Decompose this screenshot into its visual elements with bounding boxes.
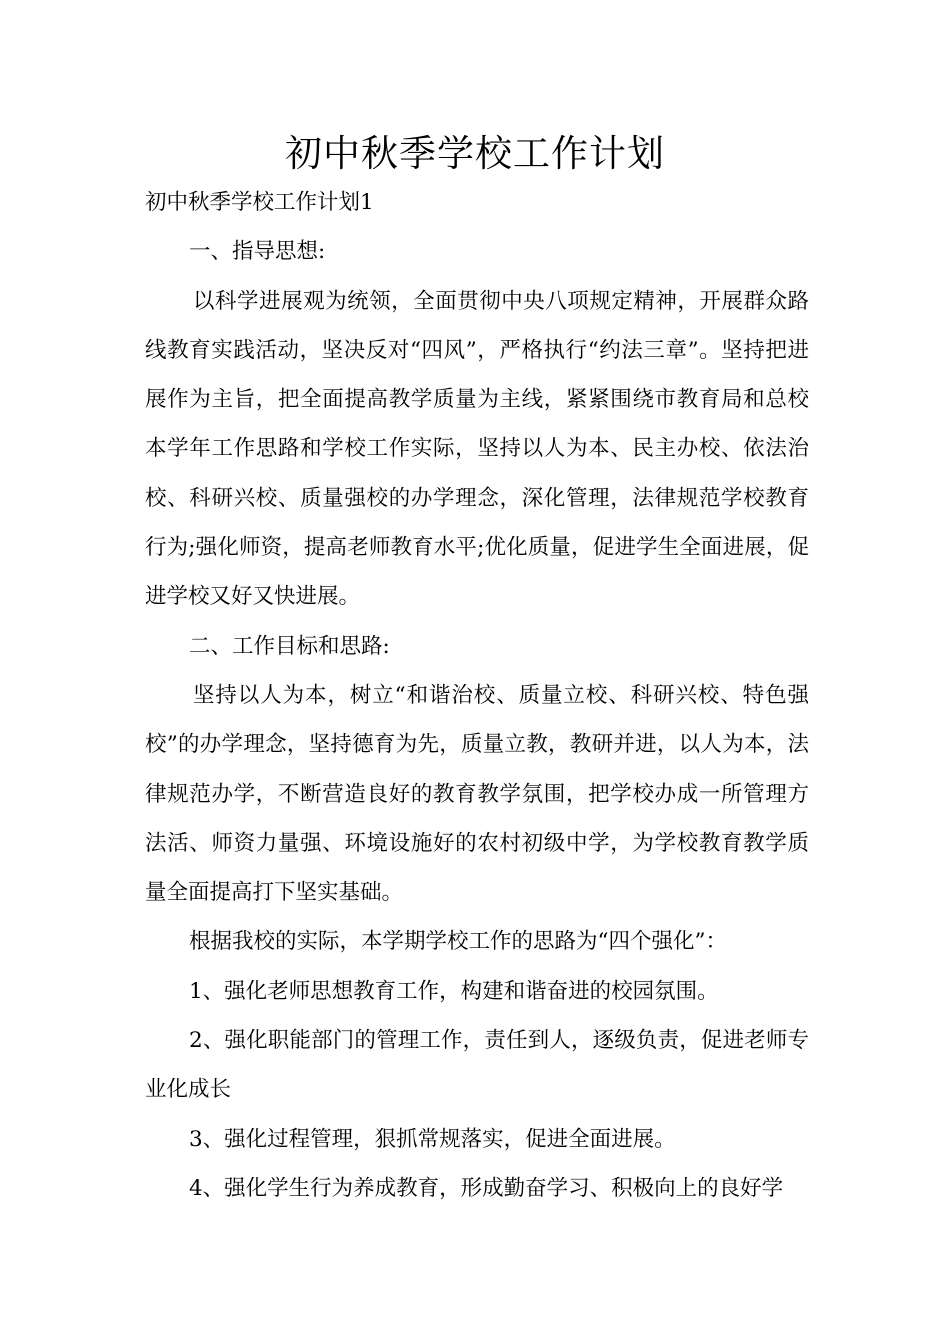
section-heading-guiding-thought: 一、指导思想: [189, 239, 326, 265]
paragraph-goals: 坚持以人为本，树立“和谐治校、质量立校、科研兴校、特色强校”的办学理念，坚持德育为先，质量立教，教研并进，以人为本，法律规范办学，不断营造良好的教育教学氛围，把学校办成一所管理方法活、师资力量强、环境设施好的农村初级中学，为学校教育教学质量全面提高打下坚实基础。 [145, 682, 809, 906]
list-item-3: 3、强化过程管理，狠抓常规落实，促进全面进展。 [189, 1126, 676, 1152]
list-item-1: 1、强化老师思想教育工作，构建和谐奋进的校园氛围。 [189, 978, 719, 1004]
paragraph-guiding-thought: 以科学进展观为统领，全面贯彻中央八项规定精神，开展群众路线教育实践活动，坚决反对“四风”，严格执行“约法三章”。坚持把进展作为主旨，把全面提高教学质量为主线，紧紧围绕市教育局和总校本学年工作思路和学校工作实际，坚持以人为本、民主办校、依法治校、科研兴校、质量强校的办学理念，深化管理，法律规范学校教育行为;强化师资，提高老师教育水平;优化质量，促进学生全面进展，促进学校又好又快进展。 [145, 288, 809, 610]
section-heading-goals: 二、工作目标和思路: [189, 633, 390, 659]
document-body [145, 178, 809, 1213]
document-title: 初中秋季学校工作计划 [285, 132, 665, 175]
document-subtitle: 初中秋季学校工作计划1 [145, 190, 374, 215]
list-item-2: 2、强化职能部门的管理工作，责任到人，逐级负责，促进老师专业化成长 [145, 1028, 809, 1103]
list-item-4: 4、强化学生行为养成教育，形成勤奋学习、积极向上的良好学 [189, 1175, 784, 1201]
paragraph-four-strengthen-intro: 根据我校的实际，本学期学校工作的思路为“四个强化”： [189, 929, 727, 955]
